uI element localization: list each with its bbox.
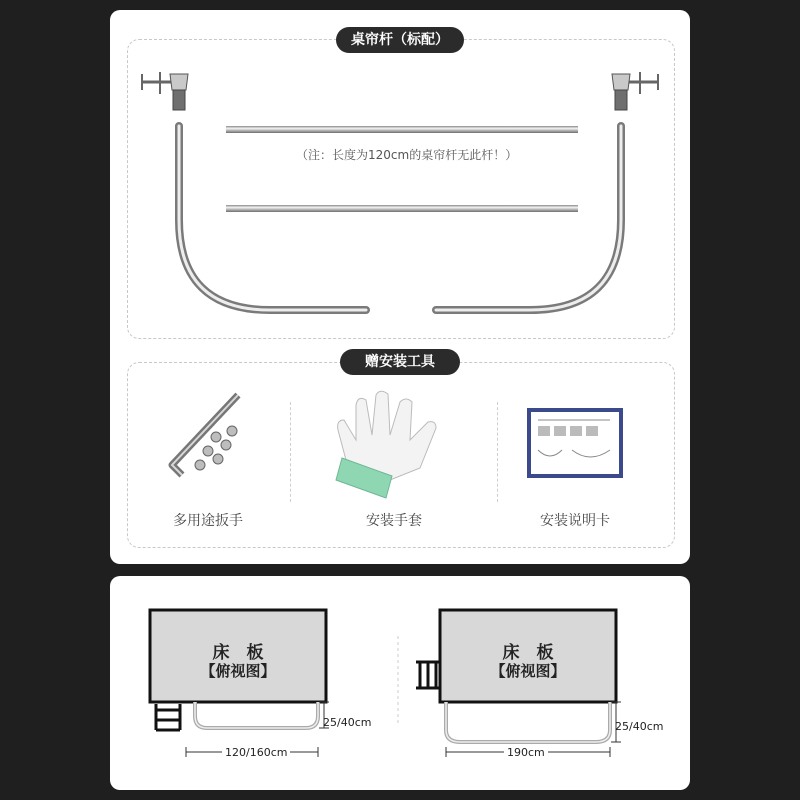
view-label-1: 【俯视图】 [200,662,276,680]
width-label-2: 190cm [504,746,548,759]
bed-diagram-2 [416,610,621,757]
view-label-2: 【俯视图】 [490,662,566,680]
tools-illustration [110,10,690,564]
width-label-1: 120/160cm [222,746,290,759]
tool-label-wrench: 多用途扳手 [173,513,243,529]
top-view-diagrams-panel [110,576,690,790]
bed-label-1: 床 板 [212,643,264,663]
tools-section-title: 赠安装工具 [340,349,460,375]
glove-icon [336,391,436,498]
bed-label-2: 床 板 [502,643,554,663]
depth-label-1: 25/40cm [323,716,372,729]
top-view-diagrams [110,576,690,790]
rod-section-title: 桌帘杆（标配） [336,27,464,53]
bed-diagram-1 [150,610,329,757]
allen-wrench-icon [172,395,238,475]
instruction-card-icon [527,408,623,478]
rod-note: （注：长度为120cm的桌帘杆无此杆！） [296,148,518,162]
tool-label-card: 安装说明卡 [540,513,610,529]
components-panel [110,10,690,564]
tool-label-gloves: 安装手套 [366,513,422,529]
depth-label-2: 25/40cm [615,720,664,733]
